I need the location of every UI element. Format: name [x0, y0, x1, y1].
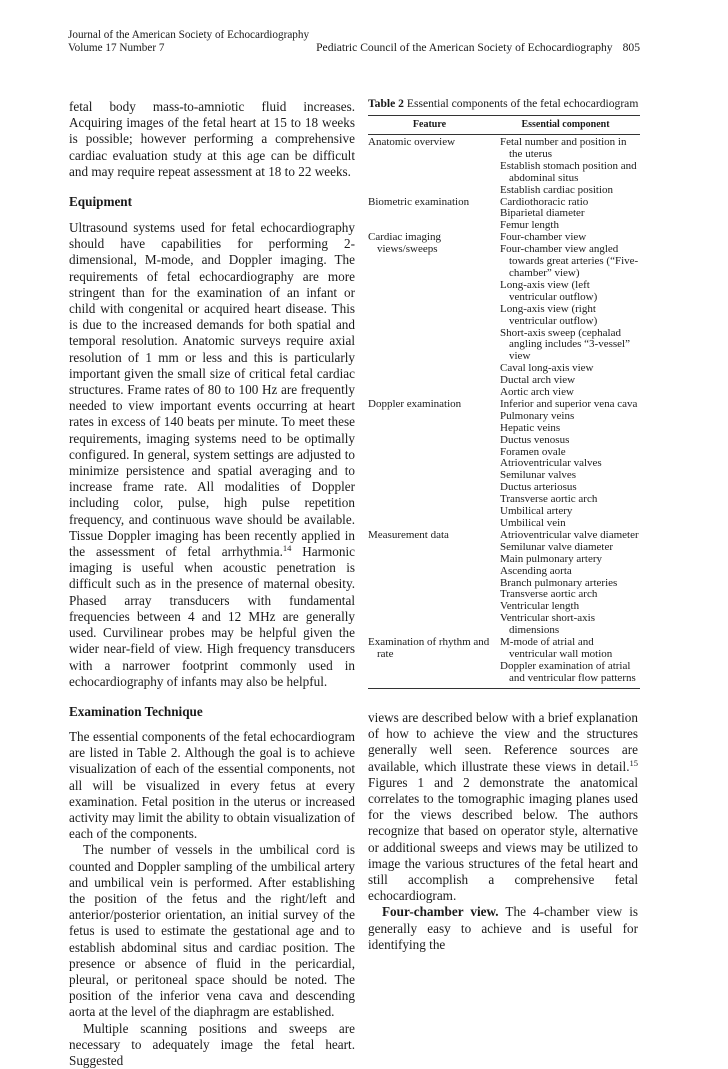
table-component-item: Fetal number and position in the uterus: [500, 136, 627, 160]
table-component-item: Ventricular length: [500, 600, 580, 613]
paragraph: [368, 710, 638, 904]
table-component-item: Foramen ovale: [500, 445, 566, 458]
column-header-feature: Feature: [412, 119, 447, 131]
table-component-item: Transverse aortic arch: [500, 588, 598, 601]
paragraph: Multiple scanning positions and sweeps are necessary to adequately image the fetal heart. Suggested: [69, 1020, 355, 1068]
reference-citation: 15: [629, 757, 638, 768]
table-label: Table 2: [368, 97, 404, 110]
table-component-item: Long-axis view (right ventricular outflow): [500, 302, 598, 327]
table-component-item: Main pulmonary artery: [500, 552, 603, 565]
table-component-item: Ventricular short-axis dimensions: [500, 612, 595, 637]
table-component-item: M-mode of atrial and ventricular wall motion: [500, 636, 613, 660]
table-row: [368, 197, 640, 233]
journal-volume: Volume 17 Number 7: [68, 42, 165, 54]
run-in-heading: Four-chamber view.: [382, 904, 499, 920]
section-heading-equipment: Equipment: [69, 194, 133, 210]
page-number: 805: [622, 41, 640, 54]
table-cell-feature: Examination of rhythm and rate: [368, 636, 490, 660]
table-row: [368, 637, 640, 685]
table-component-item: Semilunar valve diameter: [500, 540, 614, 553]
table-cell-components: [500, 137, 640, 197]
table-cell-components: [500, 197, 640, 233]
paragraph: fetal body mass-to-amniotic fluid increases. Acquiring images of the fetal heart at 15 to 18 weeks is possible; however performing a comprehensive cardiac evaluation study at this age can be difficult and may require repeat assessment at 18 to 22 weeks.: [69, 99, 355, 179]
table-cell-feature: Cardiac imaging views/sweeps: [368, 231, 442, 256]
table-component-item: Establish cardiac position: [500, 183, 614, 196]
table-component-item: Pulmonary veins: [500, 409, 575, 422]
table-caption-text: Essential components of the fetal echocardiogram: [403, 97, 639, 110]
table-body: [368, 135, 640, 688]
table-cell-feature: Biometric examination: [368, 195, 470, 208]
table-component-item: Atrioventricular valves: [500, 457, 602, 470]
table-header-row: [368, 116, 640, 134]
table-component-item: Ascending aorta: [500, 564, 572, 577]
paragraph-text: views are described below with a brief explanation of how to achieve the view and the structures generally well seen. Reference sources are available, which illustrate these views in detail.: [368, 710, 638, 774]
column-header-component: Essential component: [521, 119, 610, 131]
table-cell-components: [500, 637, 640, 685]
table-row: [368, 530, 640, 637]
left-column: [69, 99, 355, 1069]
paragraph: The essential components of the fetal echocardiogram are listed in Table 2. Although the goal is to achieve visualization of each of the essential components, not all will be visualized in every fetus at every examination. Fetal position in the uterus or increased activity may limit the ability to obtain visualization of each of the components.: [69, 728, 355, 842]
table-component-item: Doppler examination of atrial and ventricular flow patterns: [500, 659, 636, 684]
paragraph: The number of vessels in the umbilical cord is counted and Doppler sampling of the umbilical artery and umbilical vein is performed. After establishing the position of the fetus and the right/left and anterior/posterior orientation, an initial survey of the fetus is used to estimate the gestational age and to establish abdominal situs and cardiac position. The presence or absence of fluid in the pericardial, pleural, or peritoneal space should be noted. The position of the inferior vena cava and descending aorta at the level of the diaphragm are established.: [69, 842, 355, 1020]
table-component-item: Inferior and superior vena cava: [500, 397, 638, 410]
table-component-item: Umbilical vein: [500, 517, 566, 529]
reference-citation: 14: [282, 543, 292, 554]
running-title: Pediatric Council of the American Society of Echocardiography: [316, 41, 613, 54]
paragraph-four-chamber: [368, 904, 638, 953]
table-cell-feature: Measurement data: [368, 528, 449, 541]
table-component-item: Ductus venosus: [500, 433, 570, 446]
table-component-item: Ductal arch view: [500, 374, 576, 387]
paragraph-text: Harmonic imaging is useful when acoustic penetration is difficult such as in the presence of maternal obesity. Phased array transducers with fundamental frequencies between 4 and 12 MHz are generally used. Curvilinear probes may be helpful given the wider near-field of view. High frequency transducers with a narrower footprint commonly used in echocardiography of infants may also be helpful.: [69, 544, 356, 689]
table-cell-feature: Doppler examination: [368, 397, 462, 410]
table-component-item: Umbilical artery: [500, 505, 573, 518]
table-component-item: Four-chamber view: [500, 231, 587, 244]
table-cell-components: [500, 399, 640, 530]
table-cell-components: [500, 530, 640, 637]
right-column: [368, 710, 638, 953]
table-row: [368, 137, 640, 197]
table-component-item: Long-axis view (left ventricular outflow): [500, 278, 598, 303]
table-cell-components: [500, 232, 640, 399]
table-component-item: Femur length: [500, 219, 559, 232]
table-component-item: Ductus arteriosus: [500, 481, 577, 494]
table-row: [368, 232, 640, 399]
table-component-item: Transverse aortic arch: [500, 493, 598, 506]
table-component-item: Short-axis sweep (cephalad angling includes “3-vessel” view: [500, 326, 630, 363]
table-component-item: Biparietal diameter: [500, 207, 585, 220]
table-component-item: Four-chamber view angled towards great arteries (“Five-chamber” view): [500, 243, 639, 279]
table-bottom-rule: [368, 688, 640, 689]
table-component-item: Aortic arch view: [500, 386, 574, 399]
table-component-item: Cardiothoracic ratio: [500, 195, 589, 208]
running-header: [0, 41, 640, 54]
paragraph-text: The 4-chamber view is generally easy to achieve and is useful for identifying the: [368, 904, 638, 952]
table-cell-feature: Anatomic overview: [368, 136, 456, 148]
table-row: [368, 399, 640, 530]
table-2: [368, 97, 640, 689]
paragraph-text: Figures 1 and 2 demonstrate the anatomical correlates to the tomographic imaging planes used for the views described below. The authors recognize that based on operator style, alternative or additional sweeps and views may be utilized to image the various structures of the fetal heart and still accomplish a comprehensive fetal echocardiogram.: [368, 774, 638, 904]
table-component-item: Branch pulmonary arteries: [500, 576, 618, 589]
table-component-item: Establish stomach position and abdominal situs: [500, 159, 637, 184]
paragraph-equipment: [69, 220, 355, 690]
table-component-item: Atrioventricular valve diameter: [500, 528, 639, 541]
section-heading-examination: Examination Technique: [69, 703, 203, 719]
journal-title: Journal of the American Society of Echocardiography: [68, 29, 310, 41]
paragraph-text: Ultrasound systems used for fetal echocardiography should have capabilities for performing 2-dimensional, M-mode, and Doppler imaging. The requirements of fetal echocardiography are more stringent than for the examination of an infant or child with congenital or acquired heart disease. This is due to the increased demands for both spatial and temporal resolution. Anatomic surveys require axial resolution of 1 mm or less and this is particularly important given the small size of critical fetal cardiac structures. Frame rates of 80 to 100 Hz are frequently needed to view important events occurring at heart rates in excess of 140 beats per minute. To meet these requirements, imaging systems need to be optimally configured. In general, system settings are adjusted to minimize persistence and spatial averaging and to increase frame rate. All modalities of Doppler including color, pulse, high pulse repetition frequency, and continuous wave should be available. Tissue Doppler imaging has been recently applied in the assessment of fetal arrhythmia.: [69, 220, 355, 560]
table-component-item: Hepatic veins: [500, 421, 561, 434]
table-component-item: Semilunar valves: [500, 469, 577, 482]
table-component-item: Caval long-axis view: [500, 362, 594, 375]
table-caption: [368, 97, 640, 111]
